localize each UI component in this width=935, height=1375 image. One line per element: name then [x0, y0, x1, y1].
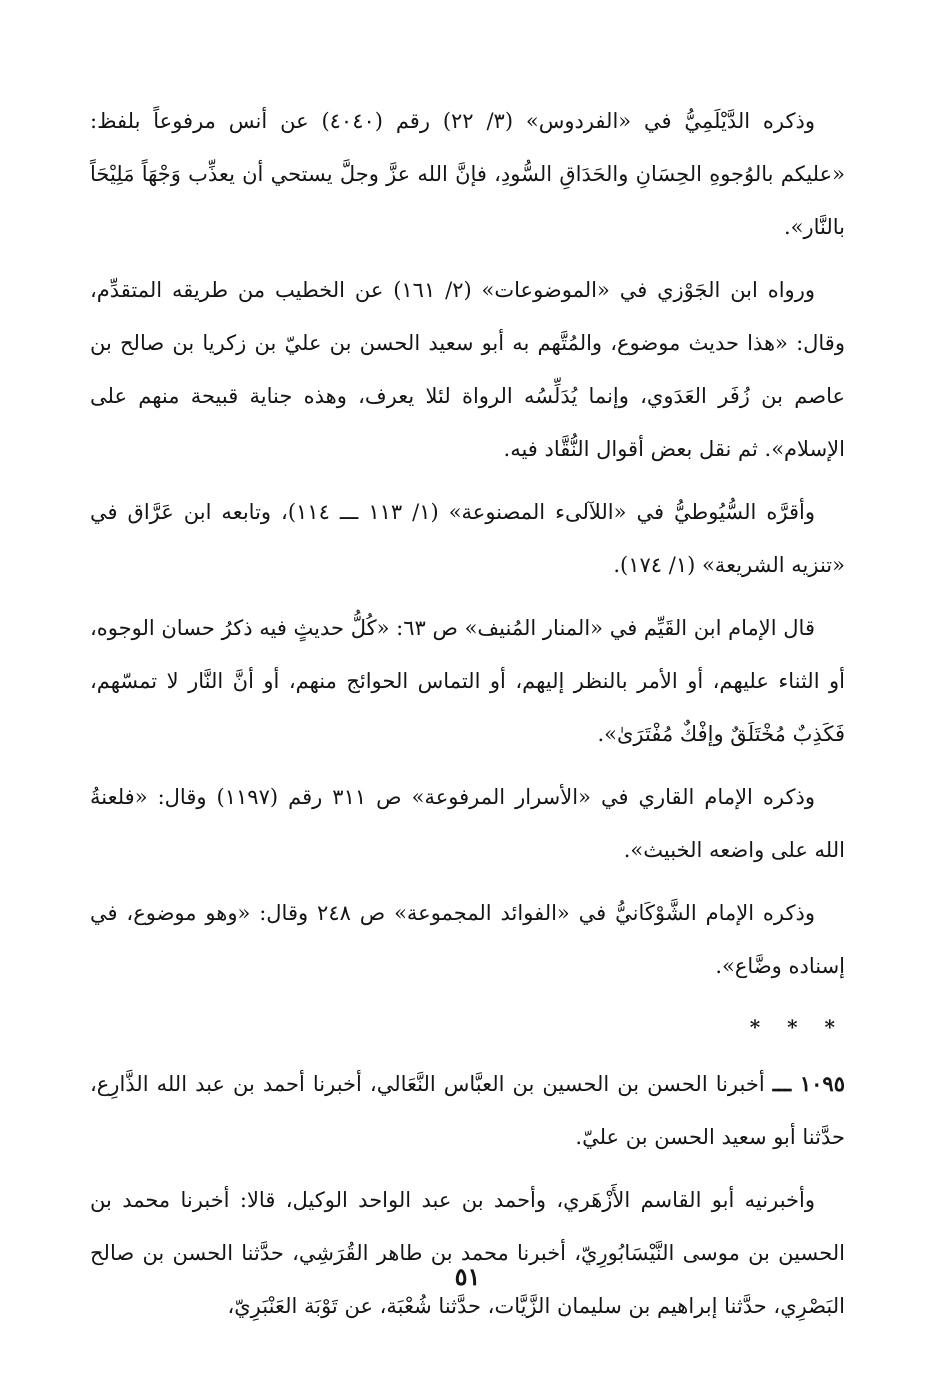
page-number: ٥١	[454, 1262, 481, 1291]
hadith-number: ١٠٩٥ ـــ	[772, 1071, 845, 1096]
section-divider: * * *	[749, 1015, 845, 1039]
page-body	[90, 95, 845, 1343]
paragraph-suyuti: وأقرَّه السُّيُوطيُّ في «اللآلىء المصنوعة» (١/ ١١٣ ـــ ١١٤)، وتابعه ابن عَرَّاق في «تنزيه الشريعة» (١/ ١٧٤).	[90, 500, 845, 577]
paragraph-dailami: وذكره الدَّيْلَمِيُّ في «الفردوس» (٣/ ٢٢) رقم (٤٠٤٠) عن أنس مرفوعاً بلفظ: «عليكم بالوُجوهِ الحِسَانِ والحَدَاقِ السُّودِ، فإنَّ الله عزَّ وجلَّ يستحي أن يعذِّب وَجْهَاً مَلِيْحَاً بالنَّار».	[90, 109, 845, 239]
hadith-text: أخبرنا الحسن بن الحسين بن العبَّاس النَّعَالي، أخبرنا أحمد بن عبد الله الذَّارِع، حدَّثنا أبو سعيد الحسن بن عليّ.	[90, 1072, 845, 1149]
paragraph-ibn-jawzi: ورواه ابن الجَوْزي في «الموضوعات» (٢/ ١٦١) عن الخطيب من طريقه المتقدِّم، وقال: «هذا حديث موضوع، والمُتَّهم به أبو سعيد الحسن بن عليّ بن زكريا بن صالح بن عاصم بن زُفَر العَدَوي، وإنما يُدَلِّسُه الرواة لئلا يعرف، وهذه جناية قبيحة منهم على الإسلام». ثم نقل بعض أقوال النُّقَّاد فيه.	[90, 278, 845, 461]
paragraph-shawkani: وذكره الإمام الشَّوْكَانيُّ في «الفوائد المجموعة» ص ٢٤٨ وقال: «وهو موضوع، في إسناده وضَّاع».	[90, 901, 845, 978]
paragraph-qari: وذكره الإمام القاري في «الأسرار المرفوعة» ص ٣١١ رقم (١١٩٧) وقال: «فلعنةُ الله على واضعه الخبيث».	[90, 785, 845, 862]
paragraph-ibn-qayyim: قال الإمام ابن القَيِّم في «المنار المُنيف» ص ٦٣: «كُلُّ حديثٍ فيه ذكرُ حسان الوجوه، أو الثناء عليهم، أو الأمر بالنظر إليهم، أو التماس الحوائج منهم، أو أنَّ النَّار لا تمسّهم، فَكَذِبٌ مُخْتَلَقٌ وإفْكٌ مُفْتَرَىٰ».	[90, 616, 845, 746]
hadith-paragraph	[90, 1057, 845, 1164]
paragraph-chain: وأخبرنيه أبو القاسم الأَزْهَري، وأحمد بن عبد الواحد الوكيل، قالا: أخبرنا محمد بن الحسين بن موسى النَّيْسَابُورِيّ، أخبرنا محمد بن طاهر القُرَشِي، حدَّثنا الحسن بن صالح البَصْرِي، حدَّثنا إبراهيم بن سليمان الزَّيَّات، حدَّثنا شُعْبَة، عن تَوْبَة العَنْبَرِيّ،	[90, 1188, 845, 1318]
